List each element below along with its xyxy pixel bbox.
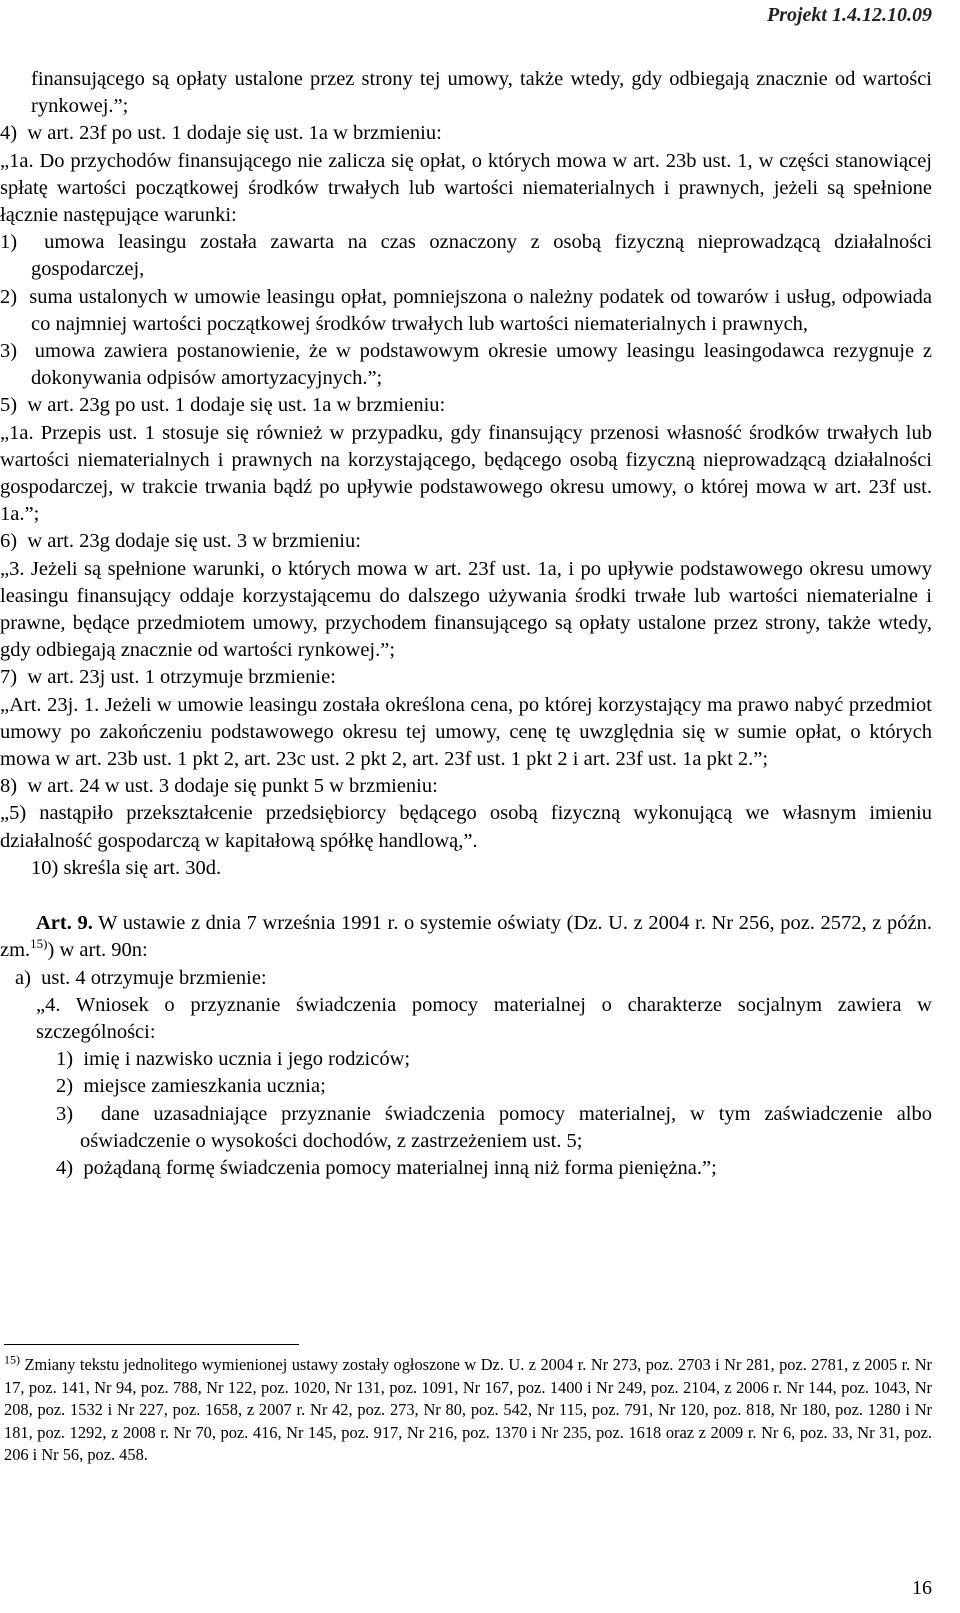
amendment-point: 8) w art. 24 w ust. 3 dodaje się punkt 5 w brzmieniu: (0, 775, 438, 798)
condition-item: 1) umowa leasingu została zawarta na czas oznaczony z osobą fizyczną nieprowadzącą działalności gospodarczej, (0, 231, 932, 281)
paragraph: finansującego są opłaty ustalone przez strony tej umowy, także wtedy, gdy odbiegają znacznie od wartości rynkowej.”; (31, 68, 932, 118)
footnote-text: Zmiany tekstu jednolitego wymienionej ustawy zostały ogłoszone w Dz. U. z 2004 r. Nr 273, poz. 2703 i Nr 281, poz. 2781, z 2005 r. Nr 17, poz. 141, Nr 94, poz. 788, Nr 122, poz. 1020, Nr 131, poz. 1091, Nr 167, poz. 1400 i Nr 249, poz. 2104, z 2006 r. Nr 144, poz. 1043, Nr 208, poz. 1532 i Nr 227, poz. 1658, z 2007 r. Nr 42, poz. 273, Nr 80, poz. 542, Nr 115, poz. 791, Nr 120, poz. 818, Nr 180, poz. 1280 i Nr 181, poz. 1292, z 2008 r. Nr 70, poz. 416, Nr 145, poz. 917, Nr 216, poz. 1370 i Nr 235, poz. 1618 oraz z 2009 r. Nr 6, poz. 33, Nr 31, poz. 206 i Nr 56, poz. 458. (4, 1355, 932, 1465)
amendment-point: 6) w art. 23g dodaje się ust. 3 w brzmieniu: (0, 530, 361, 553)
footnote (4, 1354, 932, 1467)
footnote-marker: 15) (4, 1352, 20, 1367)
amendment-point: 5) w art. 23g po ust. 1 dodaje się ust. 1a w brzmieniu: (0, 394, 446, 417)
list-item: 2) miejsce zamieszkania ucznia; (56, 1075, 326, 1098)
quoted-provision: „3. Jeżeli są spełnione warunki, o których mowa w art. 23f ust. 1a, i po upływie podstawowego okresu umowy leasingu finansujący oddaje korzystającemu do dalszego używania środki trwałe lub wartości niematerialne i prawne, będące przedmiotem umowy, przychodem finansującego są opłaty ustalone przez strony, także wtedy, gdy odbiegają znacznie od wartości rynkowej.”; (0, 557, 932, 662)
condition-item: 3) umowa zawiera postanowienie, że w podstawowym okresie umowy leasingu leasingodawca rezygnuje z dokonywania odpisów amortyzacyjnych.”; (0, 340, 932, 390)
quoted-provision: „5) nastąpiło przekształcenie przedsiębiorcy będącego osobą fizyczną wykonującą we własnym imieniu działalność gospodarczą w kapitałową spółkę handlową,”. (0, 802, 932, 852)
footnote-reference[interactable]: 15) (30, 936, 48, 952)
quoted-provision: „1a. Przepis ust. 1 stosuje się również w przypadku, gdy finansujący przenosi własność środków trwałych lub wartości niematerialnych i prawnych na korzystającego, będącego osobą fizyczną nieprowadzącą działalności gospodarczej, w trakcie trwania bądź po upływie podstawowego okresu umowy, o której mowa w art. 23f ust. 1a.”; (0, 421, 932, 526)
project-header: Projekt 1.4.12.10.09 (767, 4, 932, 26)
main-text (0, 66, 932, 1182)
condition-item: 2) suma ustalonych w umowie leasingu opłat, pomniejszona o należny podatek od towarów i usług, odpowiada co najmniej wartości początkowej środków trwałych lub wartości niematerialnych i prawnych, (0, 285, 932, 335)
list-item: 1) imię i nazwisko ucznia i jego rodziców; (56, 1048, 411, 1071)
quoted-provision: „4. Wniosek o przyznanie świadczenia pomocy materialnej o charakterze socjalnym zawiera w szczególności: (36, 993, 932, 1043)
list-item: 4) pożądaną formę świadczenia pomocy materialnej inną niż forma pieniężna.”; (56, 1156, 717, 1179)
article-label: Art. 9. (36, 912, 93, 935)
article-text-end: ) w art. 90n: (47, 939, 148, 962)
quoted-provision: „Art. 23j. 1. Jeżeli w umowie leasingu została określona cena, po której korzystający ma prawo nabyć przedmiot umowy po zakończeniu podstawowego okresu tej umowy, cenę tę uwzględnia się w sumie opłat, o których mowa w art. 23b ust. 1 pkt 2, art. 23c ust. 2 pkt 2, art. 23f ust. 1 pkt 2 i art. 23f ust. 1a pkt 2.”; (0, 693, 932, 771)
list-item: 3) dane uzasadniające przyznanie świadczenia pomocy materialnej, w tym zaświadczenie albo oświadczenie o wysokości dochodów, z zastrzeżeniem ust. 5; (56, 1102, 932, 1152)
spacer (0, 882, 932, 910)
article-text: W ustawie z dnia 7 września 1991 r. o systemie oświaty (Dz. U. z 2004 r. Nr 256, poz. 2572, z późn. zm. (0, 912, 932, 962)
amendment-point: 7) w art. 23j ust. 1 otrzymuje brzmienie: (0, 666, 336, 689)
quoted-provision: „1a. Do przychodów finansującego nie zalicza się opłat, o których mowa w art. 23b ust. 1, w części stanowiącej spłatę wartości początkowej środków trwałych lub wartości niematerialnych i prawnych, jeżeli są spełnione łącznie następujące warunki: (0, 149, 932, 227)
page-number: 16 (912, 1577, 932, 1599)
footnote-divider (4, 1344, 299, 1345)
amendment-point: 4) w art. 23f po ust. 1 dodaje się ust. 1a w brzmieniu: (0, 122, 442, 145)
article-9 (0, 910, 932, 964)
article-point-a: a) ust. 4 otrzymuje brzmienie: (15, 966, 267, 989)
amendment-point: 10) skreśla się art. 30d. (31, 856, 222, 879)
